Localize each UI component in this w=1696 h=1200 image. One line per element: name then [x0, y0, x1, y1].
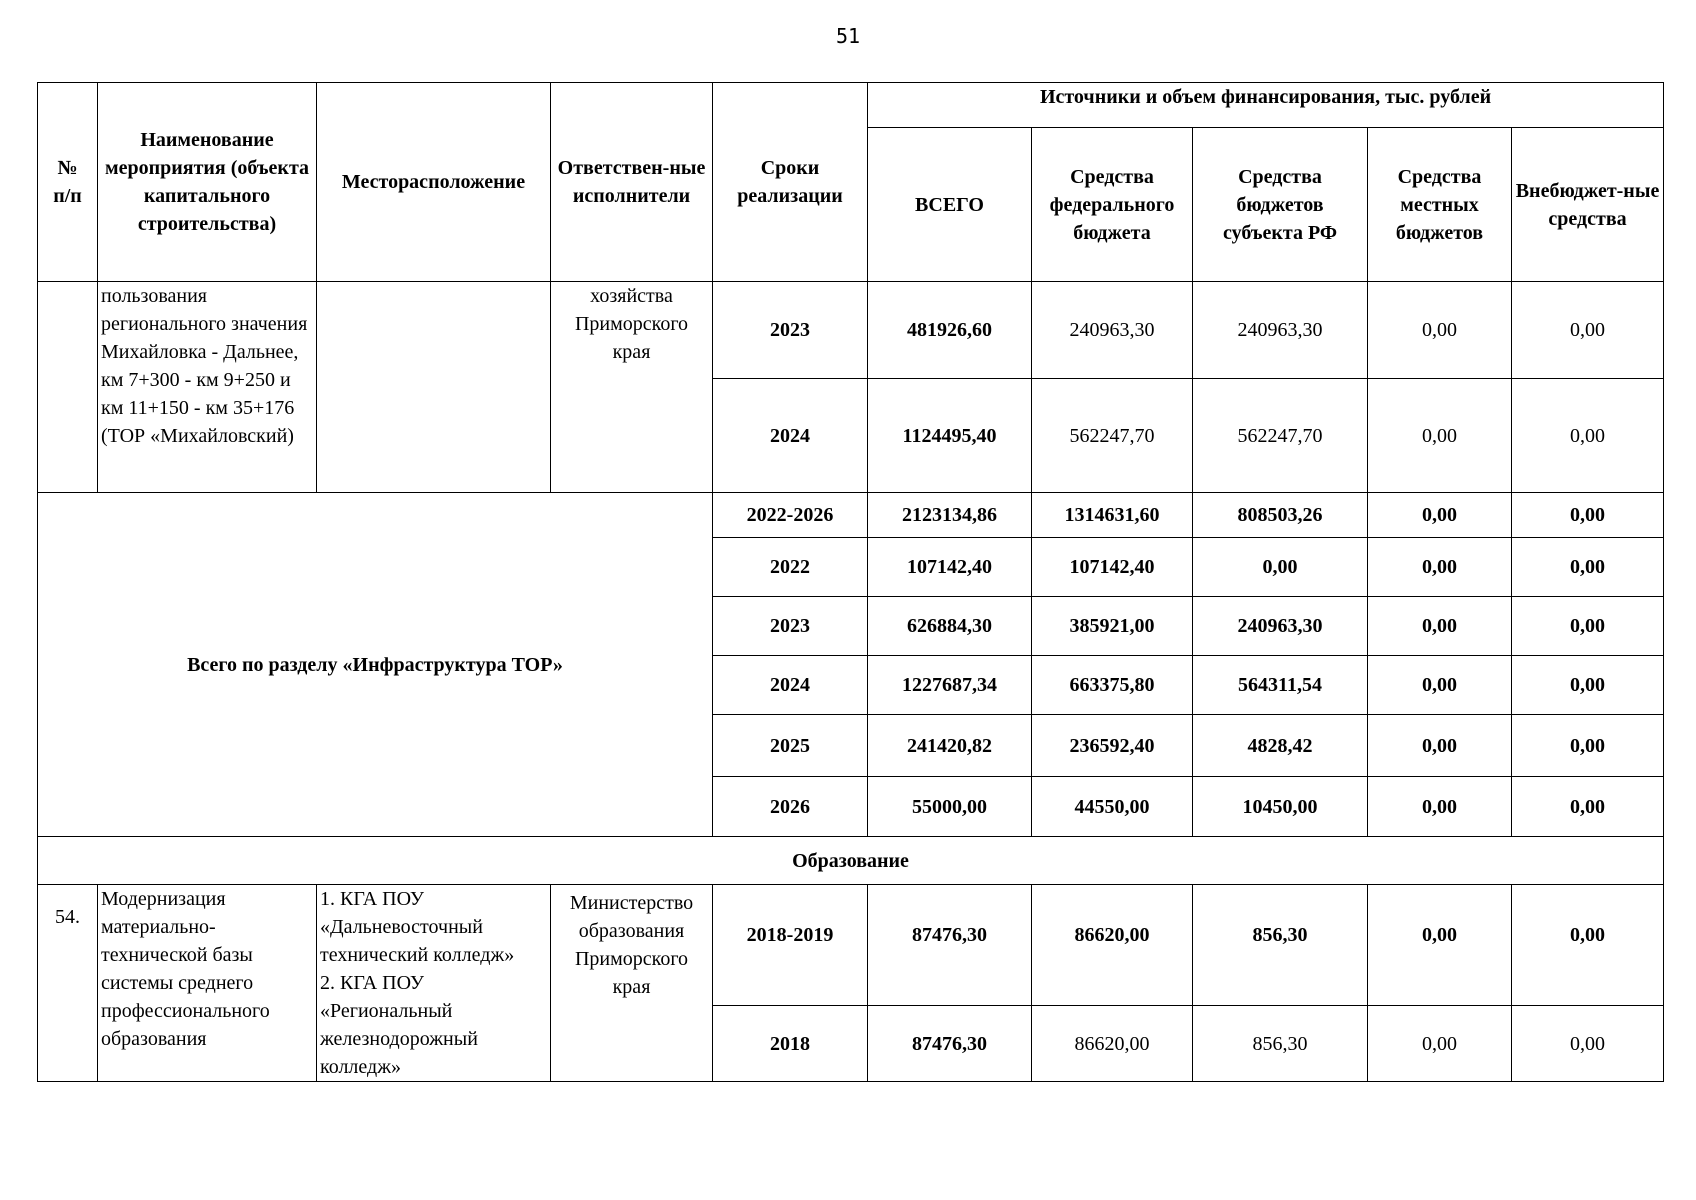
summary-local: 0,00: [1368, 656, 1512, 715]
summary-total: 241420,82: [868, 715, 1032, 777]
cont-federal: 562247,70: [1032, 379, 1193, 493]
summary-local: 0,00: [1368, 597, 1512, 656]
summary-total: 107142,40: [868, 538, 1032, 597]
summary-federal: 44550,00: [1032, 777, 1193, 837]
item54-federal: 86620,00: [1032, 1006, 1193, 1082]
item54-year: 2018: [713, 1006, 868, 1082]
cont-name: пользования регионального значения Михайловка - Дальнее, км 7+300 - км 9+250 и км 11+150 - км 35+176 (ТОР «Михайловский): [98, 282, 317, 493]
summary-subject: 10450,00: [1193, 777, 1368, 837]
summary-extra: 0,00: [1512, 597, 1664, 656]
item54-total: 87476,30: [868, 1006, 1032, 1082]
header-local: Средства местных бюджетов: [1368, 128, 1512, 282]
summary-year: 2024: [713, 656, 868, 715]
summary-subject: 4828,42: [1193, 715, 1368, 777]
header-funding-group: Источники и объем финансирования, тыс. рублей: [868, 83, 1664, 128]
item54-row-total: [38, 885, 1664, 1006]
section-title: Образование: [38, 837, 1664, 885]
summary-local: 0,00: [1368, 493, 1512, 538]
header-federal: Средства федерального бюджета: [1032, 128, 1193, 282]
item54-extra: 0,00: [1512, 885, 1664, 1006]
item54-local: 0,00: [1368, 1006, 1512, 1082]
section-row: [38, 837, 1664, 885]
summary-total: 55000,00: [868, 777, 1032, 837]
item54-subject: 856,30: [1193, 1006, 1368, 1082]
cont-federal: 240963,30: [1032, 282, 1193, 379]
cont-executor: хозяйства Приморского края: [551, 282, 713, 493]
summary-extra: 0,00: [1512, 538, 1664, 597]
summary-year: 2026: [713, 777, 868, 837]
item54-num: 54.: [38, 885, 98, 1082]
cont-local: 0,00: [1368, 282, 1512, 379]
summary-federal: 663375,80: [1032, 656, 1193, 715]
financing-table: [37, 82, 1664, 1082]
item54-local: 0,00: [1368, 885, 1512, 1006]
cont-total: 1124495,40: [868, 379, 1032, 493]
summary-total: 2123134,86: [868, 493, 1032, 538]
summary-federal: 236592,40: [1032, 715, 1193, 777]
summary-label: Всего по разделу «Инфраструктура ТОР»: [38, 493, 713, 837]
cont-year: 2023: [713, 282, 868, 379]
summary-federal: 1314631,60: [1032, 493, 1193, 538]
summary-local: 0,00: [1368, 715, 1512, 777]
cont-extra: 0,00: [1512, 282, 1664, 379]
header-num: № п/п: [38, 83, 98, 282]
summary-year: 2022: [713, 538, 868, 597]
cont-location: [317, 282, 551, 493]
item54-executor: Министерство образования Приморского края: [551, 885, 713, 1082]
cont-subject: 240963,30: [1193, 282, 1368, 379]
header-terms: Сроки реализации: [713, 83, 868, 282]
item54-year: 2018-2019: [713, 885, 868, 1006]
item54-location-1: 1. КГА ПОУ «Дальневосточный технический колледж»: [320, 888, 515, 966]
cont-num: [38, 282, 98, 493]
cont-total: 481926,60: [868, 282, 1032, 379]
summary-extra: 0,00: [1512, 777, 1664, 837]
cont-subject: 562247,70: [1193, 379, 1368, 493]
header-total: ВСЕГО: [868, 128, 1032, 282]
item54-federal: 86620,00: [1032, 885, 1193, 1006]
summary-extra: 0,00: [1512, 493, 1664, 538]
item54-total: 87476,30: [868, 885, 1032, 1006]
page-number: 51: [835, 24, 861, 48]
summary-extra: 0,00: [1512, 715, 1664, 777]
cont-year: 2024: [713, 379, 868, 493]
summary-subject: 0,00: [1193, 538, 1368, 597]
item54-name: Модернизация материально-технической базы системы среднего профессионального образования: [98, 885, 317, 1082]
summary-subject: 808503,26: [1193, 493, 1368, 538]
item54-subject: 856,30: [1193, 885, 1368, 1006]
header-executors: Ответствен-ные исполнители: [551, 83, 713, 282]
summary-year: 2023: [713, 597, 868, 656]
summary-subject: 564311,54: [1193, 656, 1368, 715]
header-name: Наименование мероприятия (объекта капитального строительства): [98, 83, 317, 282]
summary-subject: 240963,30: [1193, 597, 1368, 656]
cont-local: 0,00: [1368, 379, 1512, 493]
header-row-1: [38, 83, 1664, 128]
summary-federal: 385921,00: [1032, 597, 1193, 656]
summary-row: [38, 493, 1664, 538]
cont-row-2023: [38, 282, 1664, 379]
header-location: Месторасположение: [317, 83, 551, 282]
summary-year: 2025: [713, 715, 868, 777]
item54-location: [317, 885, 551, 1082]
header-subject: Средства бюджетов субъекта РФ: [1193, 128, 1368, 282]
summary-local: 0,00: [1368, 777, 1512, 837]
summary-local: 0,00: [1368, 538, 1512, 597]
summary-year: 2022-2026: [713, 493, 868, 538]
summary-total: 1227687,34: [868, 656, 1032, 715]
item54-location-2: 2. КГА ПОУ «Региональный железнодорожный колледж»: [320, 972, 478, 1078]
summary-total: 626884,30: [868, 597, 1032, 656]
summary-federal: 107142,40: [1032, 538, 1193, 597]
header-extra: Внебюджет-ные средства: [1512, 128, 1664, 282]
cont-extra: 0,00: [1512, 379, 1664, 493]
item54-extra: 0,00: [1512, 1006, 1664, 1082]
summary-extra: 0,00: [1512, 656, 1664, 715]
